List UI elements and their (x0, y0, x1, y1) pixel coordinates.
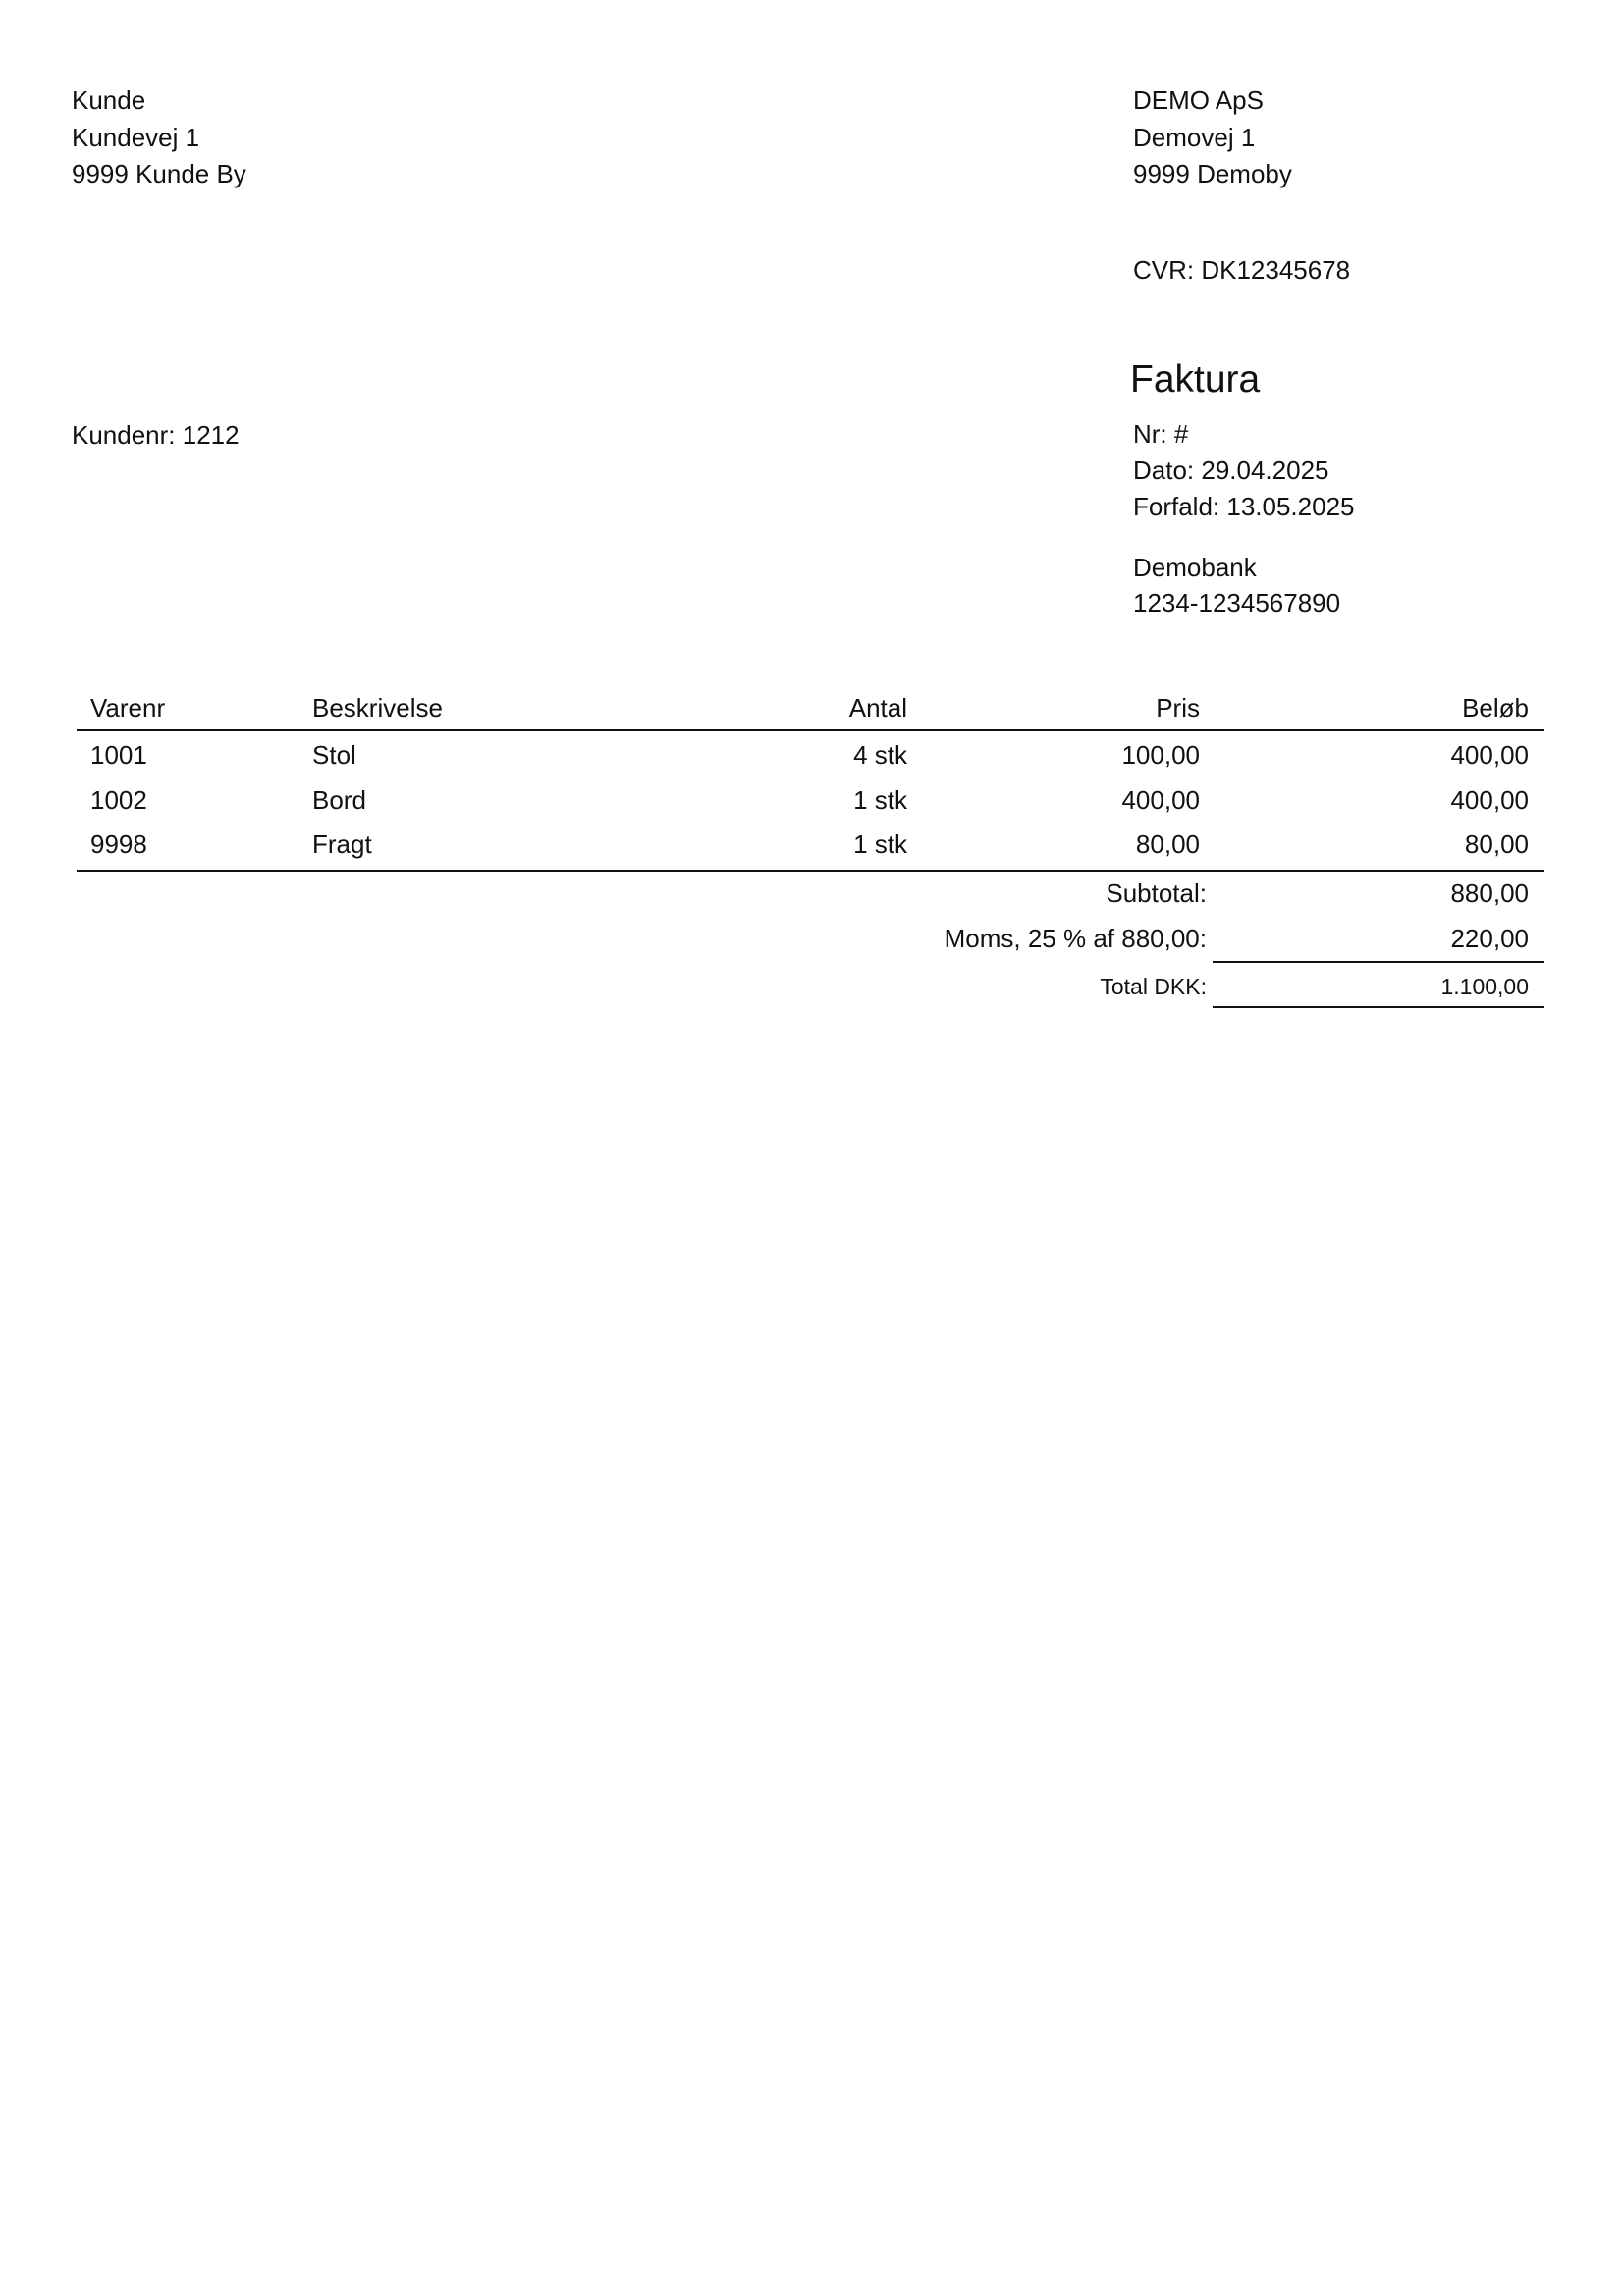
subtotal-label: Subtotal: (1106, 879, 1207, 908)
cell-varenr: 9998 (90, 829, 147, 859)
total-top-divider (1213, 961, 1544, 963)
cell-pris: 80,00 (1135, 829, 1200, 859)
header-antal: Antal (848, 693, 907, 722)
header-pris: Pris (1156, 693, 1200, 722)
cell-belob: 400,00 (1450, 740, 1529, 770)
invoice-number: Nr: # (1133, 419, 1189, 449)
customer-number: Kundenr: 1212 (72, 420, 240, 450)
bank-account: 1234-1234567890 (1133, 588, 1341, 617)
total-bottom-divider (1213, 1006, 1544, 1008)
header-varenr: Varenr (90, 693, 166, 722)
company-cvr: CVR: DK12345678 (1133, 255, 1351, 285)
company-street: Demovej 1 (1133, 123, 1256, 152)
customer-city: 9999 Kunde By (72, 159, 246, 188)
cell-beskrivelse: Stol (312, 740, 356, 770)
invoice-due-date: Forfald: 13.05.2025 (1133, 492, 1355, 521)
subtotal-value: 880,00 (1450, 879, 1529, 908)
total-value: 1.100,00 (1440, 974, 1529, 999)
invoice-date: Dato: 29.04.2025 (1133, 455, 1329, 485)
cell-antal: 1 stk (853, 785, 907, 815)
company-city: 9999 Demoby (1133, 159, 1292, 188)
bank-name: Demobank (1133, 553, 1257, 582)
cell-varenr: 1002 (90, 785, 147, 815)
total-label: Total DKK: (1100, 974, 1207, 999)
cell-pris: 400,00 (1121, 785, 1200, 815)
vat-label: Moms, 25 % af 880,00: (944, 924, 1207, 953)
cell-pris: 100,00 (1121, 740, 1200, 770)
cell-varenr: 1001 (90, 740, 147, 770)
header-beskrivelse: Beskrivelse (312, 693, 443, 722)
cell-beskrivelse: Fragt (312, 829, 372, 859)
customer-street: Kundevej 1 (72, 123, 200, 152)
company-name: DEMO ApS (1133, 85, 1264, 115)
cell-belob: 80,00 (1464, 829, 1529, 859)
table-bottom-divider (77, 870, 1544, 872)
header-divider (77, 729, 1544, 731)
cell-belob: 400,00 (1450, 785, 1529, 815)
cell-beskrivelse: Bord (312, 785, 366, 815)
vat-value: 220,00 (1450, 924, 1529, 953)
header-belob: Beløb (1462, 693, 1529, 722)
cell-antal: 4 stk (853, 740, 907, 770)
invoice-title: Faktura (1130, 358, 1261, 400)
cell-antal: 1 stk (853, 829, 907, 859)
customer-name: Kunde (72, 85, 146, 115)
